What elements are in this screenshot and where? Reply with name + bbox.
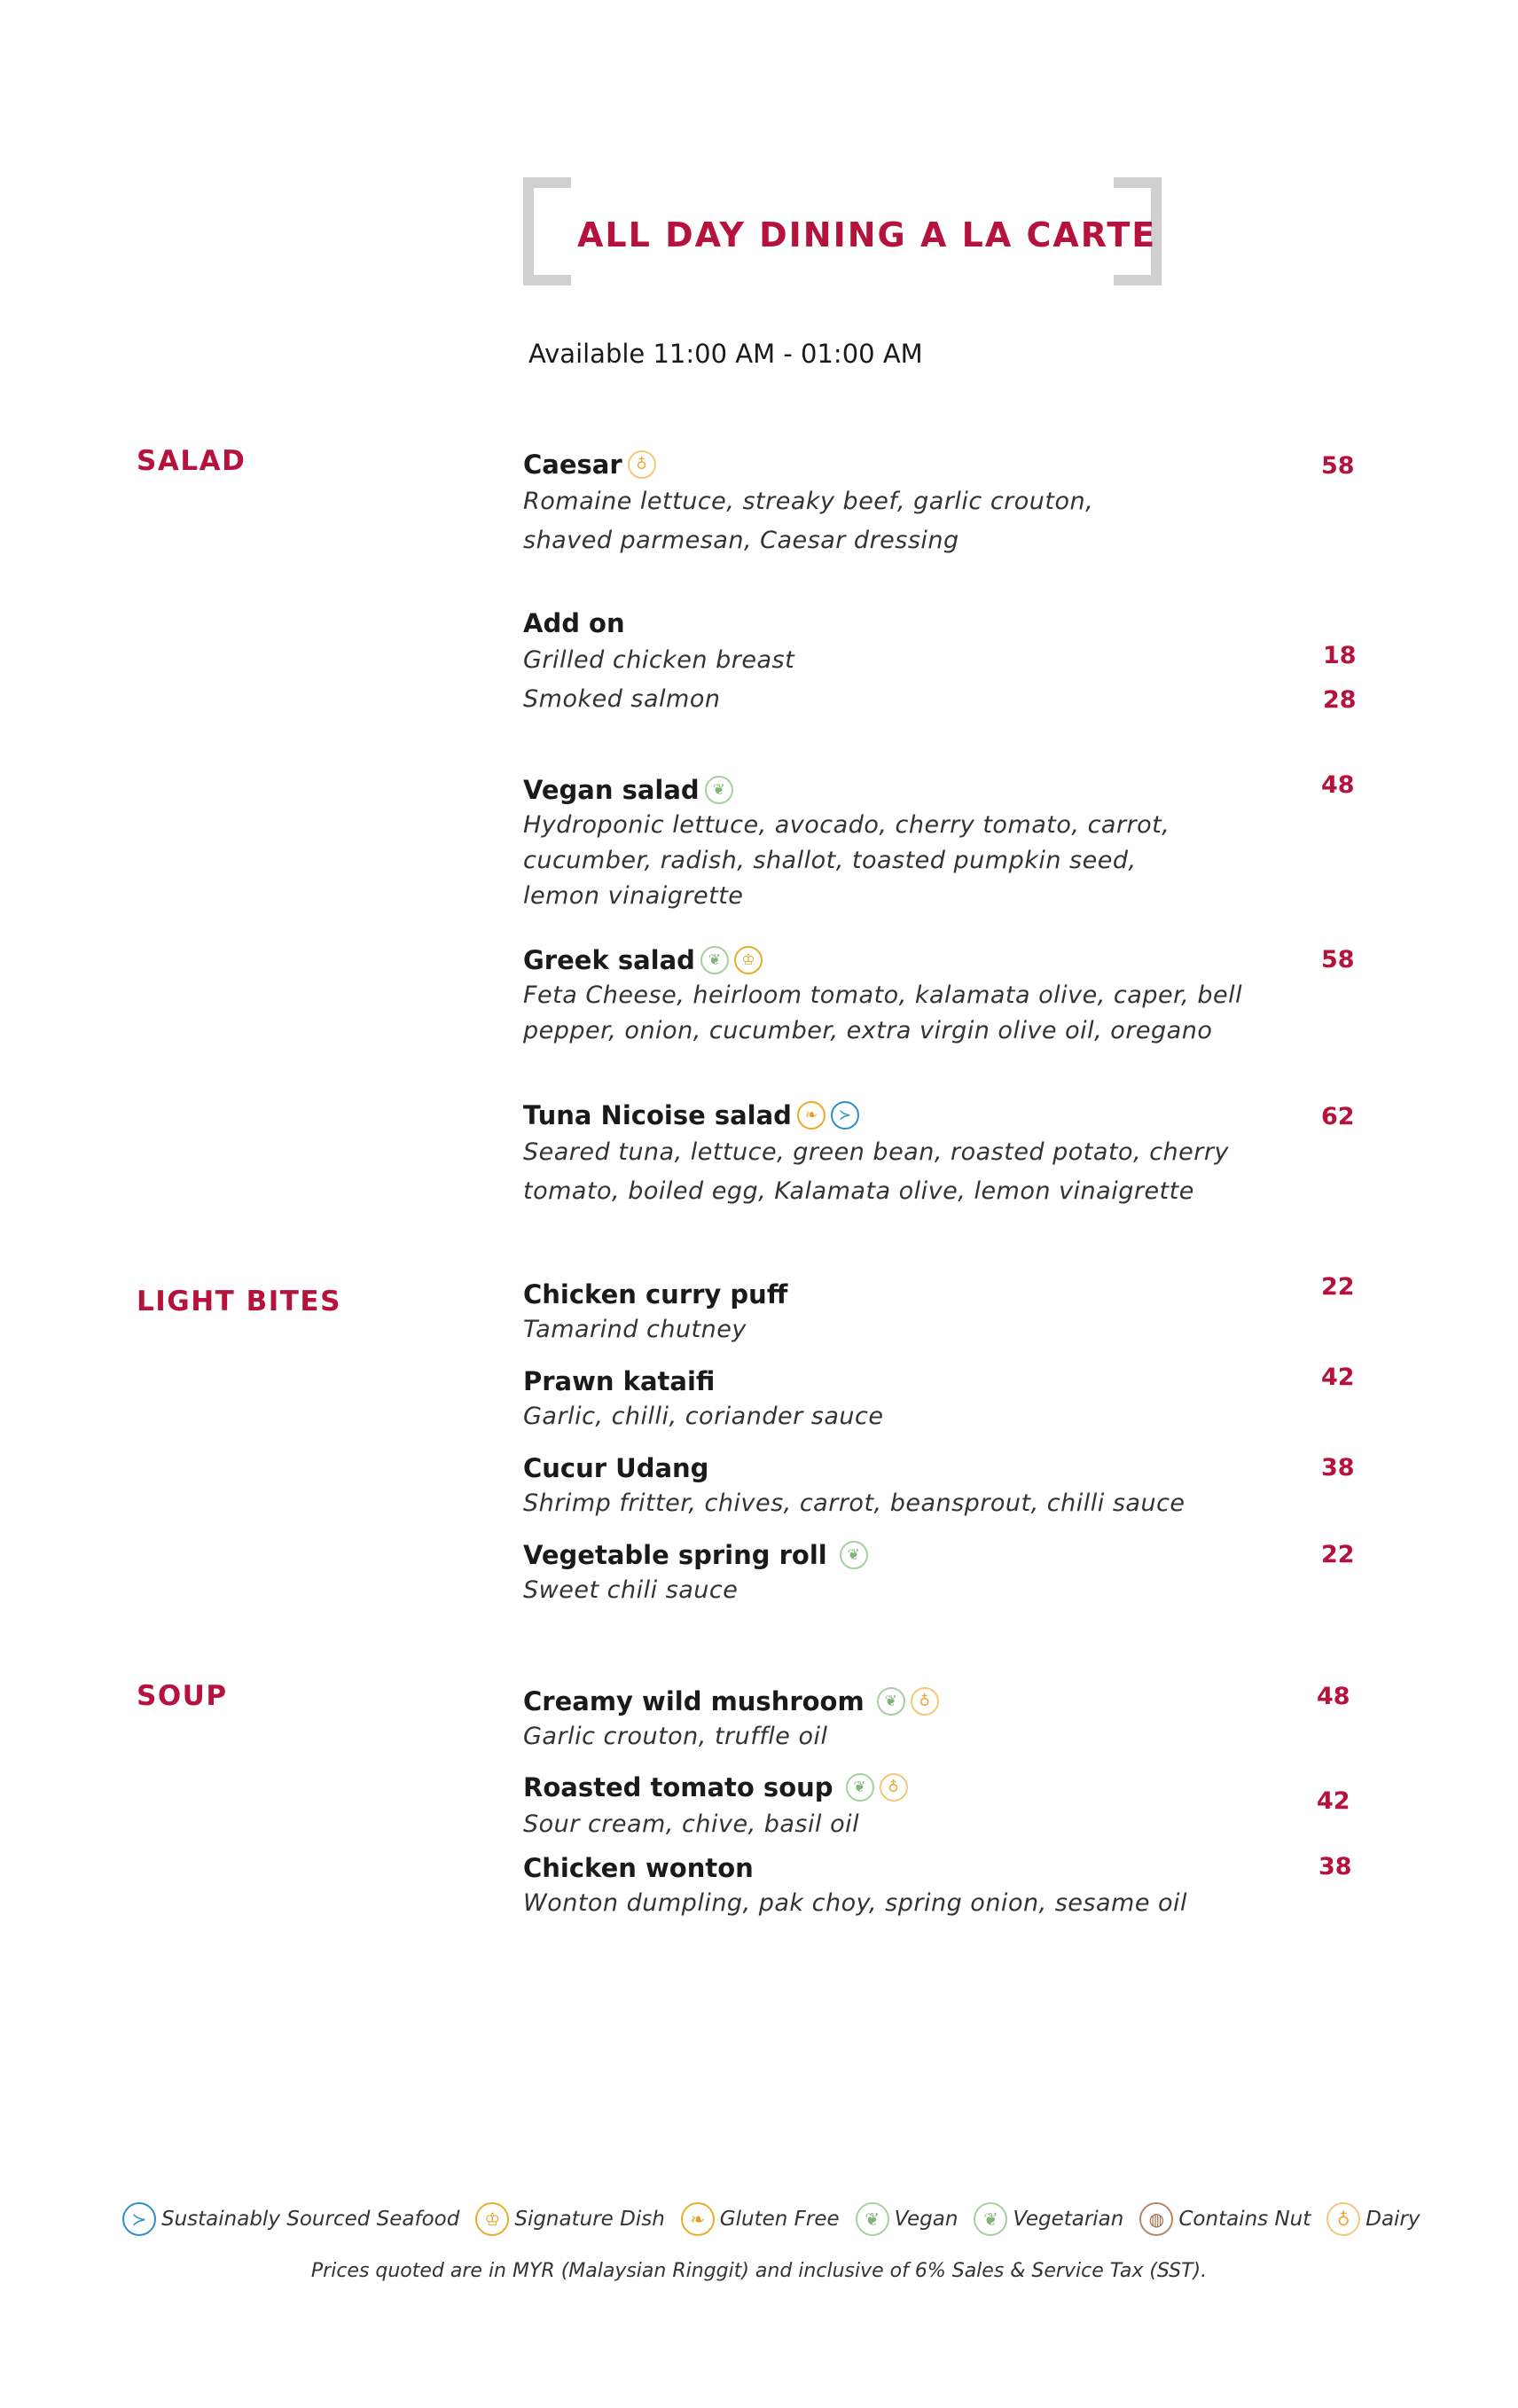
menu-item-vegetable-spring-roll	[523, 1537, 1250, 1608]
title-bracket-left	[523, 177, 571, 285]
menu-item-prawn-kataifi	[523, 1364, 1250, 1435]
item-price: 58	[1321, 946, 1355, 973]
item-price: 22	[1321, 1273, 1355, 1301]
menu-item-creamy-wild-mushroom	[523, 1684, 1250, 1755]
section-soup: SOUP	[137, 1680, 228, 1712]
vegetarian-icon: ❦	[877, 1687, 905, 1716]
legend-label: Dairy	[1365, 2208, 1420, 2231]
dairy-icon: ♁	[880, 1773, 908, 1802]
seafood-icon: ≻	[831, 1101, 859, 1130]
legend-label: Contains Nut	[1178, 2208, 1311, 2231]
item-price: 18	[1323, 642, 1357, 669]
gluten-free-icon: ❧	[681, 2202, 715, 2236]
item-price: 58	[1321, 452, 1355, 480]
item-description: Romaine lettuce, streaky beef, garlic crouton,	[523, 488, 1094, 515]
item-name: Greek salad	[523, 945, 695, 975]
legend-nut	[1139, 2202, 1311, 2236]
item-name: Chicken curry puff	[523, 1279, 788, 1310]
vegan-icon: ❦	[705, 776, 733, 804]
nut-icon: ◍	[1139, 2202, 1173, 2236]
dairy-icon: ♁	[1326, 2202, 1360, 2236]
legend-label: Vegan	[894, 2208, 959, 2231]
legend-label: Sustainably Sourced Seafood	[161, 2208, 460, 2231]
item-description: Hydroponic lettuce, avocado, cherry tomato, carrot,	[523, 811, 1170, 839]
item-description: Garlic crouton, truffle oil	[523, 1723, 828, 1750]
item-name: Cucur Udang	[523, 1453, 709, 1483]
item-description: Grilled chicken breast	[523, 646, 795, 674]
menu-item-vegan-salad	[523, 772, 1250, 914]
menu-item-greek-salad	[523, 942, 1250, 1049]
item-description: Wonton dumpling, pak choy, spring onion, sesame oil	[523, 1889, 1188, 1917]
item-name: Chicken wonton	[523, 1853, 754, 1883]
item-name: Add on	[523, 608, 625, 638]
item-description: Garlic, chilli, coriander sauce	[523, 1403, 884, 1430]
signature-dish-icon: ♔	[734, 946, 763, 974]
menu-item-cucur-udang	[523, 1450, 1250, 1521]
menu-title: ALL DAY DINING A LA CARTE	[577, 215, 1157, 254]
item-description: Seared tuna, lettuce, green bean, roasted potato, cherry	[523, 1138, 1229, 1166]
legend-label: Gluten Free	[719, 2208, 840, 2231]
item-name: Creamy wild mushroom	[523, 1686, 865, 1716]
item-price: 38	[1321, 1454, 1355, 1482]
item-name: Roasted tomato soup	[523, 1772, 833, 1802]
dairy-icon: ♁	[628, 450, 656, 479]
vegetarian-icon: ❦	[840, 1541, 868, 1569]
item-price: 48	[1321, 771, 1355, 799]
section-light-bites: LIGHT BITES	[137, 1286, 341, 1317]
price-footnote: Prices quoted are in MYR (Malaysian Ringgit) and inclusive of 6% Sales & Service Tax (SST).	[310, 2260, 1208, 2282]
menu-item-tuna-nicoise	[523, 1098, 1250, 1211]
legend-vegetarian	[974, 2202, 1123, 2236]
availability-hours: Available 11:00 AM - 01:00 AM	[528, 339, 923, 369]
item-price: 38	[1318, 1853, 1352, 1880]
vegan-icon: ❦	[856, 2202, 889, 2236]
dairy-icon: ♁	[911, 1687, 939, 1716]
menu-item-chicken-curry-puff	[523, 1277, 1250, 1348]
signature-dish-icon: ♔	[475, 2202, 509, 2236]
item-price: 62	[1321, 1103, 1355, 1130]
legend-label: Vegetarian	[1013, 2208, 1124, 2231]
item-description: Sour cream, chive, basil oil	[523, 1810, 860, 1838]
item-description: lemon vinaigrette	[523, 882, 744, 910]
item-name: Vegan salad	[523, 775, 700, 805]
item-description: Sweet chili sauce	[523, 1576, 739, 1604]
item-description: Tamarind chutney	[523, 1316, 747, 1343]
item-description: Smoked salmon	[523, 685, 721, 713]
item-name: Caesar	[523, 450, 622, 480]
dietary-legend	[122, 2202, 1436, 2236]
item-description: pepper, onion, cucumber, extra virgin olive oil, oregano	[523, 1017, 1213, 1044]
menu-item-caesar	[523, 447, 1250, 560]
item-description: Shrimp fritter, chives, carrot, beansprout, chilli sauce	[523, 1489, 1185, 1517]
vegetarian-icon: ❦	[974, 2202, 1007, 2236]
vegetarian-icon: ❦	[846, 1773, 874, 1802]
menu-item-addon	[523, 606, 1250, 719]
seafood-icon: ≻	[122, 2202, 156, 2236]
menu-item-chicken-wonton	[523, 1850, 1250, 1921]
section-salad: SALAD	[137, 445, 246, 477]
item-price: 22	[1321, 1541, 1355, 1568]
vegetarian-icon: ❦	[700, 946, 729, 974]
gluten-free-icon: ❧	[797, 1101, 826, 1130]
legend-label: Signature Dish	[514, 2208, 665, 2231]
item-name: Tuna Nicoise salad	[523, 1100, 792, 1130]
legend-dairy	[1326, 2202, 1420, 2236]
legend-signature	[475, 2202, 664, 2236]
item-name: Prawn kataifi	[523, 1366, 716, 1396]
item-price: 48	[1317, 1683, 1350, 1710]
item-description: Feta Cheese, heirloom tomato, kalamata olive, caper, bell	[523, 981, 1243, 1009]
legend-gluten-free	[681, 2202, 840, 2236]
item-price: 42	[1317, 1787, 1350, 1815]
legend-vegan	[856, 2202, 959, 2236]
item-price: 28	[1323, 686, 1357, 714]
item-description: shaved parmesan, Caesar dressing	[523, 527, 959, 554]
item-description: cucumber, radish, shallot, toasted pumpkin seed,	[523, 847, 1137, 874]
item-description: tomato, boiled egg, Kalamata olive, lemon vinaigrette	[523, 1177, 1194, 1205]
menu-item-roasted-tomato-soup	[523, 1770, 1250, 1844]
item-name: Vegetable spring roll	[523, 1540, 827, 1570]
legend-seafood	[122, 2202, 459, 2236]
item-price: 42	[1321, 1364, 1355, 1391]
